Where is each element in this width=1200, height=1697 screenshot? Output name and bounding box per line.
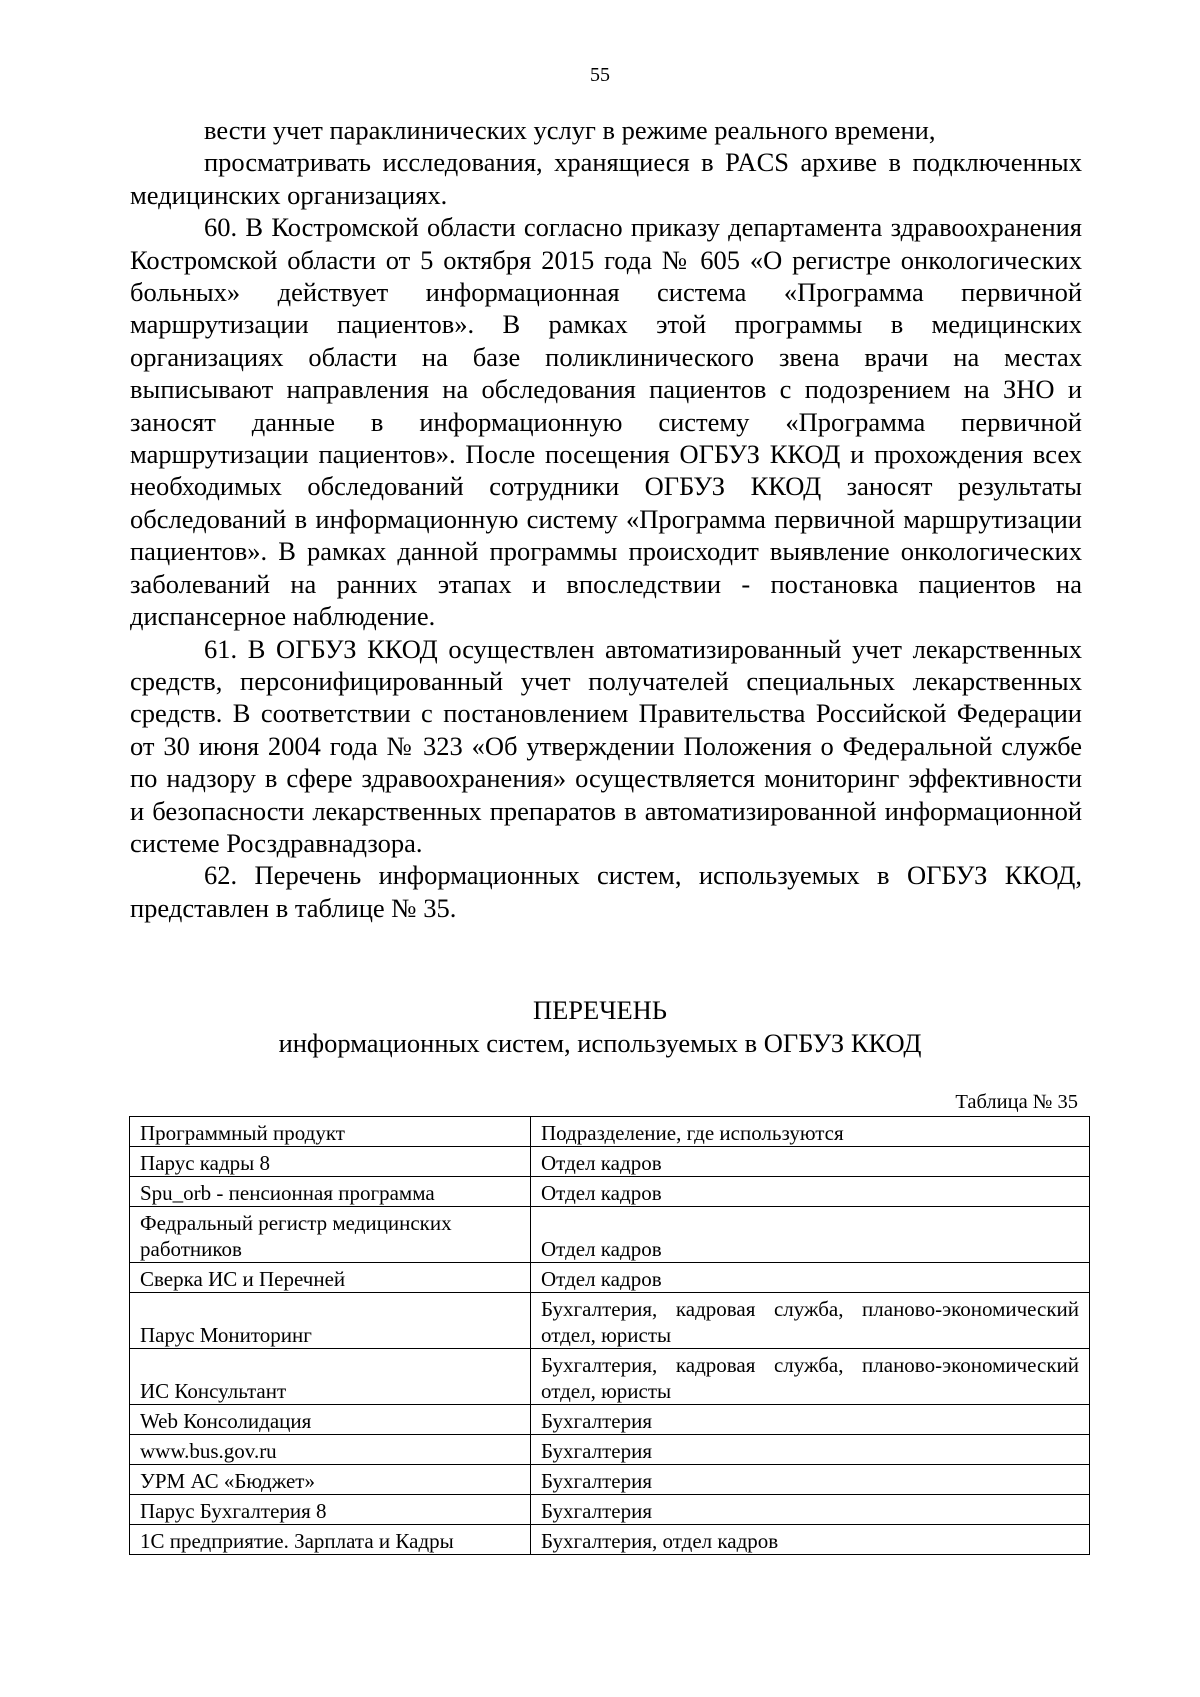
table-row [130,1263,1090,1293]
table-row [130,1525,1090,1555]
table-cell-product: Парус Мониторинг [130,1293,531,1349]
page-number: 55 [590,64,610,86]
table-cell-department: Бухгалтерия [531,1495,1090,1525]
table-cell-product: Сверка ИС и Перечней [130,1263,531,1293]
table-cell-product: www.bus.gov.ru [130,1435,531,1465]
table-cell-department: Бухгалтерия, отдел кадров [531,1525,1090,1555]
table-row [130,1405,1090,1435]
table-cell-department: Отдел кадров [531,1207,1090,1263]
table-row [130,1495,1090,1525]
table-row [130,1177,1090,1207]
information-systems-table [129,1116,1090,1555]
table-header-row [130,1117,1090,1147]
table-row [130,1147,1090,1177]
table-cell-product: ИС Консультант [130,1349,531,1405]
paragraph-60: 60. В Костромской области согласно приказу департамента здравоохранения Костромской области от 5 октября 2015 года № 605 «О регистре онкологических больных» действует информационная система «Программа первичной маршрутизации пациентов». В рамках этой программы в медицинских организациях области на базе поликлинического звена врачи на местах выписывают направления на обследования пациентов с подозрением на ЗНО и заносят данные в информационную систему «Программа первичной маршрутизации пациентов». После посещения ОГБУЗ ККОД и прохождения всех необходимых обследований сотрудники ОГБУЗ ККОД заносят результаты обследований в информационную систему «Программа первичной маршрутизации пациентов». В рамках данной программы происходит выявление онкологических заболеваний на ранних этапах и впоследствии - постановка пациентов на диспансерное наблюдение. [130,212,1082,632]
table-cell-department: Отдел кадров [531,1147,1090,1177]
list-heading-subtitle: информационных систем, используемых в ОГБУЗ ККОД [278,1028,922,1058]
paragraph-pacs: просматривать исследования, хранящиеся в PACS архиве в подключенных медицинских организациях. [130,147,1082,210]
table-header-department: Подразделение, где используются [531,1117,1090,1147]
table-cell-product: Федральный регистр медицинских работников [130,1207,531,1263]
table-cell-department: Бухгалтерия [531,1405,1090,1435]
table-row [130,1465,1090,1495]
table-cell-product: УРМ АС «Бюджет» [130,1465,531,1495]
table-row [130,1293,1090,1349]
table-cell-department: Отдел кадров [531,1177,1090,1207]
table-cell-product: Парус кадры 8 [130,1147,531,1177]
body-text [130,114,1082,924]
table-header-product: Программный продукт [130,1117,531,1147]
table-cell-department: Бухгалтерия, кадровая служба, планово-экономический отдел, юристы [531,1293,1090,1349]
table-cell-product: Парус Бухгалтерия 8 [130,1495,531,1525]
paragraph-62: 62. Перечень информационных систем, используемых в ОГБУЗ ККОД, представлен в таблице № 35. [130,860,1082,923]
list-heading-title: ПЕРЕЧЕНЬ [532,995,667,1025]
table-cell-department: Бухгалтерия [531,1465,1090,1495]
paragraph-paraclinical: вести учет параклинических услуг в режиме реального времени, [204,115,936,145]
table-cell-department: Бухгалтерия [531,1435,1090,1465]
table-cell-product: Spu_orb - пенсионная программа [130,1177,531,1207]
table-cell-department: Бухгалтерия, кадровая служба, планово-экономический отдел, юристы [531,1349,1090,1405]
table-row [130,1435,1090,1465]
table-cell-product: Web Консолидация [130,1405,531,1435]
table-cell-product: 1С предприятие. Зарплата и Кадры [130,1525,531,1555]
table-cell-department: Отдел кадров [531,1263,1090,1293]
table-label: Таблица № 35 [955,1091,1078,1113]
table-row [130,1349,1090,1405]
table-row [130,1207,1090,1263]
paragraph-61: 61. В ОГБУЗ ККОД осуществлен автоматизированный учет лекарственных средств, персонифицированный учет получателей специальных лекарственных средств. В соответствии с постановлением Правительства Российской Федерации от 30 июня 2004 года № 323 «Об утверждении Положения о Федеральной службе по надзору в сфере здравоохранения» осуществляется мониторинг эффективности и безопасности лекарственных препаратов в автоматизированной информационной системе Росздравнадзора. [130,633,1082,858]
